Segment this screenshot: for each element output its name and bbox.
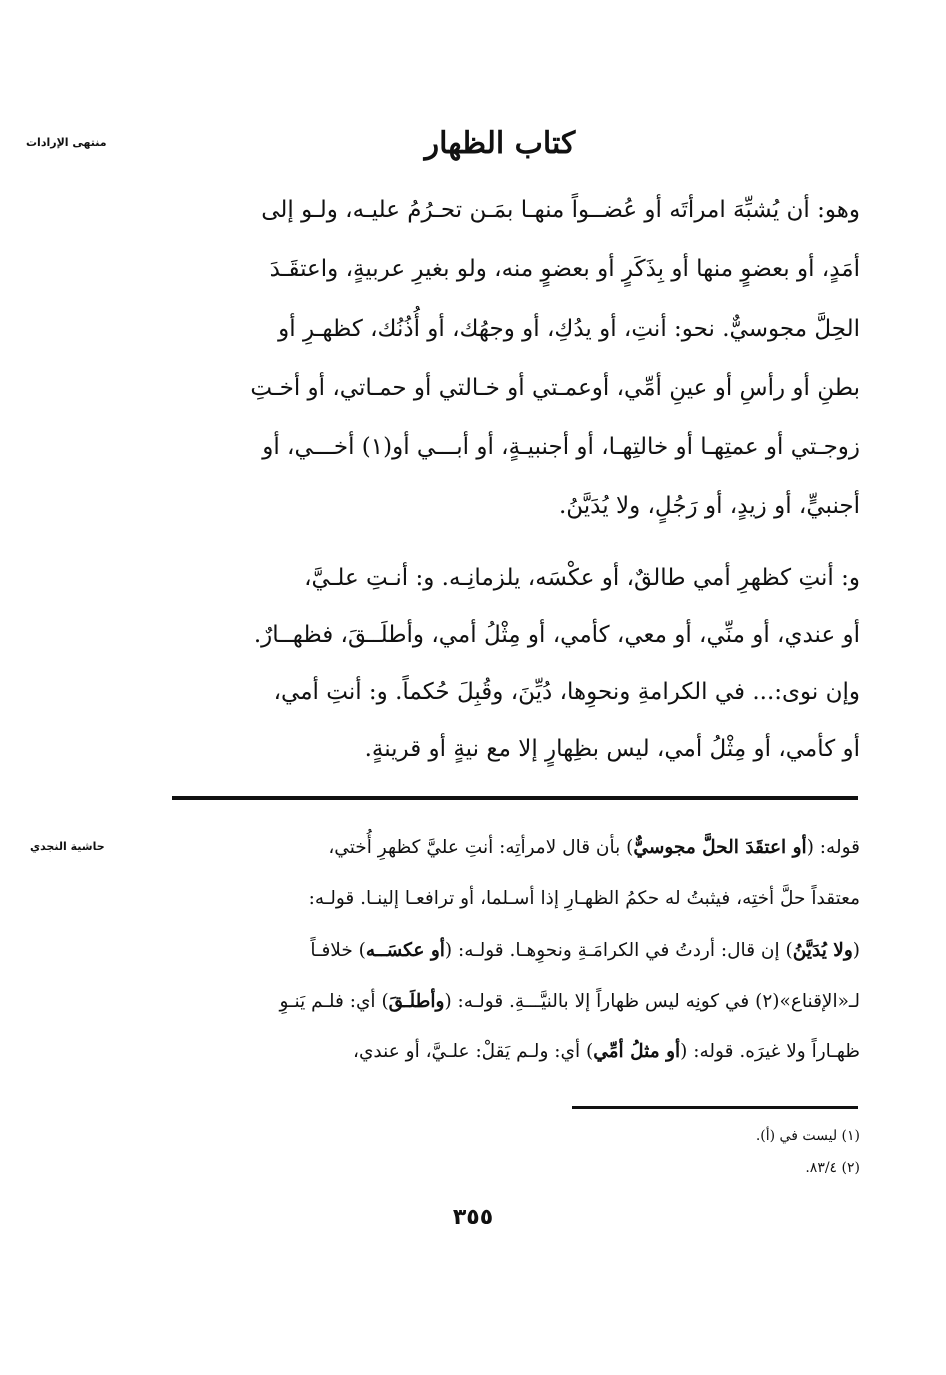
commentary-line (310, 933, 860, 969)
footnotes (560, 1124, 860, 1194)
main-text-line: أمَدٍ، أو بعضوٍ منها أو بِذَكَرٍ أو بعضوٍ منه، ولو بغيرِ عربيةٍ، واعتقَـدَ (269, 256, 860, 282)
chapter-title: كتاب الظهار (424, 126, 576, 161)
commentary-line (353, 1034, 860, 1070)
quoted-phrase: وأطلَـقَ (388, 991, 445, 1012)
page-number: ٣٥٥ (452, 1205, 494, 1230)
main-separator-rule (172, 796, 858, 800)
commentary-text-segment: ( (852, 940, 860, 961)
commentary-name-label: حاشية النجدي (30, 840, 105, 853)
quoted-phrase: ولا يُدَيَّنُ (792, 940, 853, 961)
footnote-separator-rule (572, 1106, 858, 1109)
commentary-text-segment: قوله: ( (806, 837, 860, 858)
commentary-text-segment: ظهـاراً ولا غيرَه. قوله: ( (680, 1041, 860, 1062)
main-text-line: أجنبيٍّ، أو زيدٍ، أو رَجُلٍ، ولا يُدَيَّنُ. (558, 493, 860, 519)
commentary-line: معتقداً حلَّ أختِه، فيثبتُ له حكمُ الظهـارِ إذا أسـلما، أو ترافعـا إلينـا. قولـه: (308, 888, 860, 909)
main-text-line: أو عندي، أو منِّي، أو معي، كأمي، أو مِثْلُ أمي، وأطلَــقَ، فظهــارٌ. (253, 622, 860, 648)
main-text-line: زوجـتي أو عمتِهـا أو خالتِهـا، أو أجنبيـةٍ، أو أبـــي أو(١) أخـــي، أو (262, 434, 860, 460)
commentary-text-segment: ) إن قال: أردتُ في الكرامَـةِ ونحوِهـا. قولـه: ( (444, 940, 793, 961)
quoted-phrase: أو عكسَــه (365, 940, 445, 961)
commentary-text-segment: ) أي: ولـم يَقلْ: علـيَّ، أو عندي، (352, 1041, 594, 1062)
main-text-line: بطنِ أو رأسِ أو عينِ أمِّي، أوعمـتي أو خـالتي أو حمـاتي، أو أخـتِ (250, 375, 860, 401)
main-text-line: أو كأمي، أو مِثْلُ أمي، ليس بظِهارٍ إلا مع نيةٍ أو قرينةٍ. (364, 736, 860, 762)
commentary-line (328, 830, 860, 866)
main-text (160, 190, 860, 790)
quoted-phrase: أو مثلُ أمِّي (593, 1041, 681, 1062)
footnote: (١) ليست في (أ). (755, 1128, 860, 1144)
main-text-line: وهو: أن يُشبِّهَ امرأتَه أو عُضــواً منهـا بمَـن تحـرُمُ عليـه، ولـو إلى (261, 197, 860, 223)
main-text-line: الحِلَّ مجوسيٌّ. نحو: أنتِ، أو يدُكِ، أو وجهُك، أو أُذُنُك، كظهـرِ أو (278, 316, 860, 342)
commentary-text-segment: ) خلافـاً (310, 940, 366, 961)
main-text-line: و: أنتِ كظهرِ أمي طالقٌ، أو عكْسَه، يلزمانِـه. و: أنـتِ علـيَّ، (304, 565, 860, 591)
footnote: (٢) ٨٣/٤. (805, 1160, 860, 1176)
main-text-line: وإن نوى:... في الكرامةِ ونحوِها، دُيِّنَ، وقُبِلَ حُكماً. و: أنتِ أمي، (273, 679, 860, 705)
commentary-text-segment: ) أي: فلـم يَنـوِ (279, 991, 389, 1012)
commentary-text-segment: ) بأن قال لامرأتِه: أنتِ عليَّ كظهرِ أُختي، (328, 837, 634, 858)
commentary-text-segment: لـ«الإقناع»(٢) في كونِه ليس ظهاراً إلا بالنيَّـــةِ. قولـه: ( (444, 991, 860, 1012)
book-name-label: منتهى الإرادات (26, 136, 107, 149)
quoted-phrase: أو اعتقَدَ الحلَّ مجوسيٌّ (633, 837, 807, 858)
commentary-text (160, 830, 860, 1080)
commentary-line (280, 984, 860, 1020)
